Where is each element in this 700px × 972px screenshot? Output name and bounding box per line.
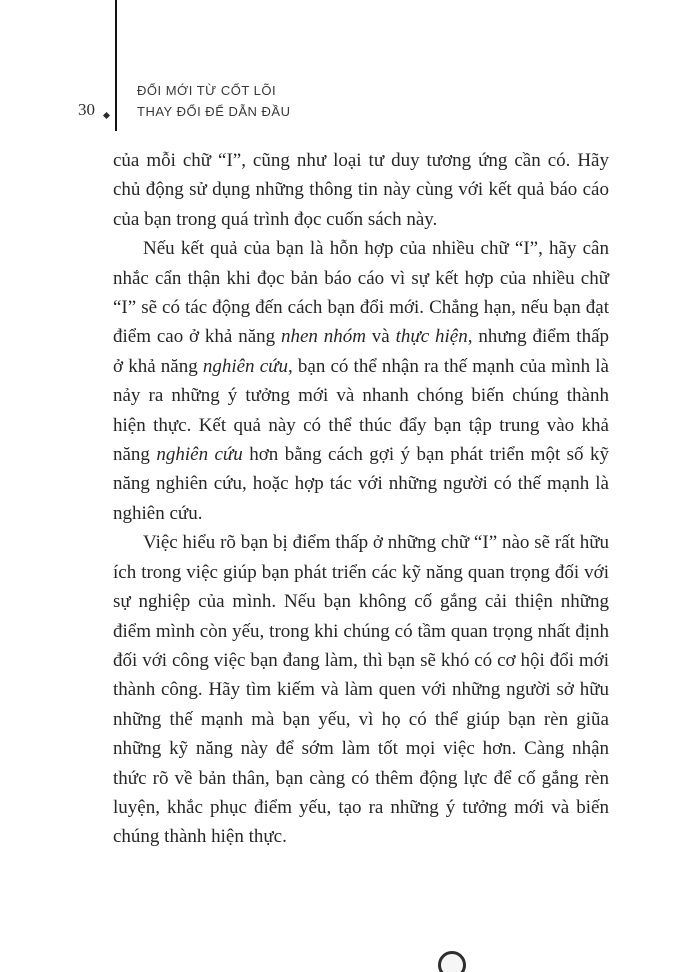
italic-text-run: nhen nhóm [280,326,366,348]
running-head [137,80,290,122]
italic-text-run: nghiên cứu [156,444,243,466]
paragraph [113,528,609,851]
page-number: 30 [78,100,95,119]
italic-text-run: nghiên cứu [202,355,288,377]
diamond-ornament-icon [103,112,110,119]
running-head-line-1: ĐỔI MỚI TỪ CỐT LÕI [137,83,277,98]
page-body [113,146,609,852]
running-head-line-2: THAY ĐỔI ĐỂ DẪN ĐẦU [137,104,291,119]
paragraph [113,146,609,234]
header-vertical-rule [115,0,117,131]
paragraph [113,234,609,528]
bottom-page-ornament [438,951,466,972]
text-run: Việc hiểu rõ bạn bị điểm thấp ở những chữ “I” nào sẽ rất hữu ích trong việc giúp bạn phát triển các kỹ năng quan trọng đối với sự nghiệp của mình. Nếu bạn không cố gắng cải thiện những điểm mình còn yếu, trong khi chúng có tầm quan trọng nhất định đối với công việc bạn đang làm, thì bạn sẽ khó có cơ hội đổi mới thành công. Hãy tìm kiếm và làm quen với những người sở hữu những thế mạnh mà bạn yếu, vì họ có thể giúp bạn rèn giũa những kỹ năng này để sớm làm tốt mọi việc hơn. Càng nhận thức rõ về bản thân, bạn càng có thêm động lực để cố gắng rèn luyện, khắc phục điểm yếu, tạo ra những ý tưởng mới và biến chúng thành hiện thực. [113,532,609,848]
text-run: của mỗi chữ “I”, cũng như loại tư duy tương ứng cần có. Hãy chủ động sử dụng những thông tin này cùng với kết quả báo cáo của bạn trong quá trình đọc cuốn sách này. [113,150,609,230]
text-run: , bạn có thể nhận ra thế mạnh của mình là nảy ra những ý tưởng mới và nhanh chóng biến chúng thành hiện thực. Kết quả này có thể thúc đẩy bạn tập trung vào khả năng [113,355,609,466]
text-run: Nếu kết quả của bạn là hỗn hợp của nhiều chữ “I”, hãy cân nhắc cẩn thận khi đọc bản báo cáo vì sự kết hợp của nhiều chữ “I” sẽ có tác động đến cách bạn đổi mới. Chẳng hạn, nếu bạn đạt điểm cao ở khả năng [113,238,609,348]
text-run: , nhưng điểm thấp ở khả năng [113,326,610,377]
text-run: và [365,326,396,348]
italic-text-run: thực hiện [395,326,468,348]
text-run: hơn bằng cách gợi ý bạn phát triển một số kỹ năng nghiên cứu, hoặc hợp tác với những người có thế mạnh là nghiên cứu. [113,444,609,524]
